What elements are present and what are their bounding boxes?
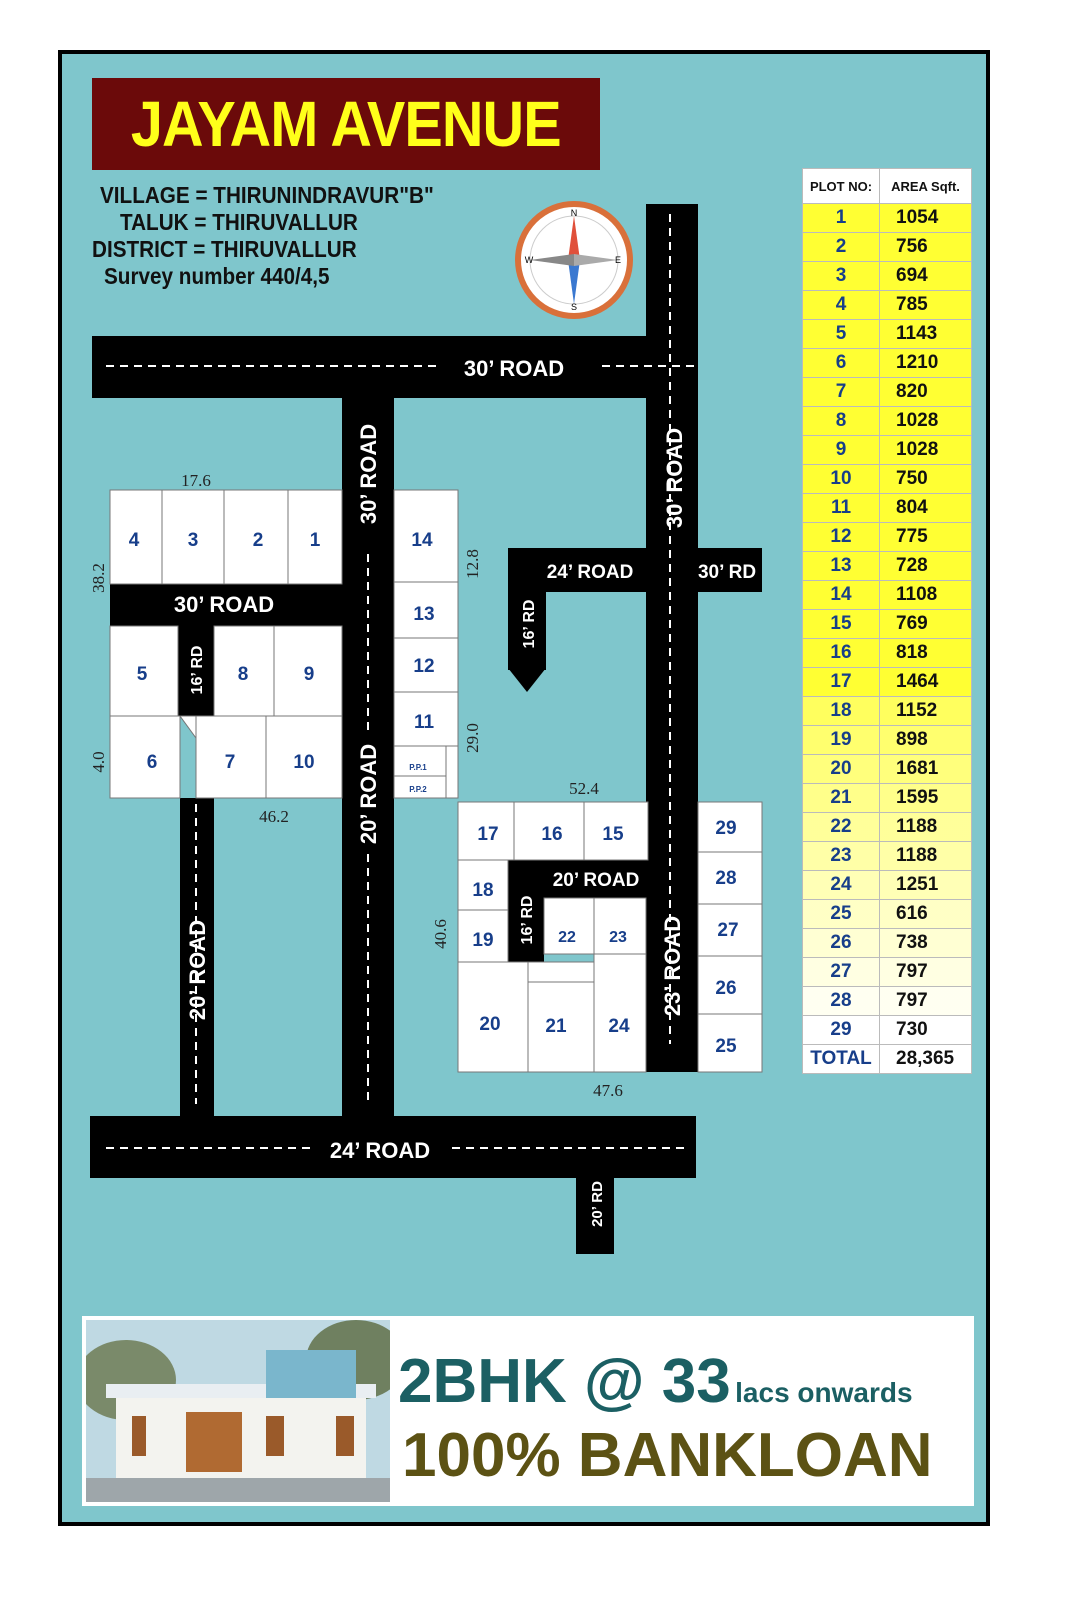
plot-number-cell: 2 <box>803 233 880 262</box>
road-label-20-small: 20’ RD <box>589 1181 606 1227</box>
plot-area-cell: 797 <box>880 958 972 987</box>
table-row <box>803 784 972 813</box>
road-label-20-mid: 20’ ROAD <box>356 743 381 845</box>
plot-number-cell: 26 <box>803 929 880 958</box>
plot-number-cell: 5 <box>803 320 880 349</box>
dim-47-6: 47.6 <box>593 1081 623 1100</box>
plot-10[interactable]: 10 <box>293 752 315 773</box>
compass-s: S <box>570 302 578 312</box>
table-row <box>803 581 972 610</box>
dim-38-2: 38.2 <box>89 563 108 593</box>
plot-number-cell: 7 <box>803 378 880 407</box>
plot-number-cell: 4 <box>803 291 880 320</box>
plot-2[interactable]: 2 <box>252 530 264 551</box>
table-row <box>803 900 972 929</box>
plot-area-cell: 1251 <box>880 871 972 900</box>
plot-number-cell: 12 <box>803 523 880 552</box>
road-label-16-c: 16’ RD <box>519 895 536 945</box>
table-row <box>803 668 972 697</box>
table-row <box>803 436 972 465</box>
survey-line: Survey number 440/4,5 <box>104 263 330 289</box>
road-label-16-b: 16’ RD <box>521 599 538 649</box>
layout-frame <box>58 50 990 1526</box>
plot-number-cell: 6 <box>803 349 880 378</box>
table-row <box>803 813 972 842</box>
road-label-left-30: 30’ ROAD <box>173 592 275 617</box>
district-line: DISTRICT = THIRUVALLUR <box>92 236 357 262</box>
plot-number-cell: 29 <box>803 1016 880 1045</box>
plot-number-cell: 25 <box>803 900 880 929</box>
plot-area-cell: 1188 <box>880 813 972 842</box>
plot-number-cell: 16 <box>803 639 880 668</box>
plot-area-cell: 820 <box>880 378 972 407</box>
plot-13[interactable]: 13 <box>413 604 435 625</box>
table-row <box>803 610 972 639</box>
plot-1[interactable]: 1 <box>309 530 321 551</box>
plot-7[interactable]: 7 <box>224 752 236 773</box>
village-line: VILLAGE = THIRUNINDRAVUR"B" <box>100 182 434 208</box>
table-row <box>803 639 972 668</box>
dim-29-0: 29.0 <box>463 723 482 753</box>
road-label-23: 23’ ROAD <box>660 915 685 1017</box>
price-line <box>398 1346 913 1417</box>
plot-area-cell: 730 <box>880 1016 972 1045</box>
plot-area-cell: 756 <box>880 233 972 262</box>
plot-area-cell: 1681 <box>880 755 972 784</box>
plot-number-cell: 13 <box>803 552 880 581</box>
table-row <box>803 755 972 784</box>
table-row <box>803 204 972 233</box>
plot-area-cell: 750 <box>880 465 972 494</box>
plot-3[interactable]: 3 <box>187 530 199 551</box>
table-row <box>803 726 972 755</box>
plot-area-cell: 728 <box>880 552 972 581</box>
plot-14[interactable]: 14 <box>411 530 433 551</box>
plot-number-cell: 9 <box>803 436 880 465</box>
plot-23[interactable]: 23 <box>609 929 627 946</box>
road-label-right-30: 30’ ROAD <box>662 427 687 529</box>
table-row <box>803 929 972 958</box>
plot-6[interactable]: 6 <box>146 752 158 773</box>
plot-area-table <box>802 168 972 1074</box>
plot-area-cell: 694 <box>880 262 972 291</box>
pp2-label: P.P.2 <box>409 785 427 794</box>
header-plot-no: PLOT NO: <box>803 169 880 204</box>
plot-number-cell: 23 <box>803 842 880 871</box>
plot-26[interactable]: 26 <box>715 978 737 999</box>
plot-area-cell: 785 <box>880 291 972 320</box>
plot-4[interactable]: 4 <box>128 530 140 551</box>
project-title: JAYAM AVENUE <box>131 88 561 160</box>
plot-5[interactable]: 5 <box>136 664 148 685</box>
plot-number-cell: 3 <box>803 262 880 291</box>
house-image <box>86 1320 390 1502</box>
road-16-b-tip <box>508 668 546 692</box>
price-main: 2BHK @ 33 <box>398 1347 731 1416</box>
plot-number-cell: 18 <box>803 697 880 726</box>
plot-number-cell: 24 <box>803 871 880 900</box>
plot-number-cell: 20 <box>803 755 880 784</box>
pp1-label: P.P.1 <box>409 763 427 772</box>
plot-number-cell: 10 <box>803 465 880 494</box>
plot-area-cell: 1595 <box>880 784 972 813</box>
road-label-20-left: 20’ ROAD <box>185 919 210 1021</box>
road-label-top-30: 30’ ROAD <box>463 356 565 381</box>
promo-banner <box>82 1316 974 1506</box>
plot-area-cell: 775 <box>880 523 972 552</box>
table-total-row <box>803 1045 972 1074</box>
table-row <box>803 494 972 523</box>
dim-17-6: 17.6 <box>181 471 211 490</box>
road-label-20-right: 20’ ROAD <box>552 870 640 891</box>
total-value: 28,365 <box>880 1045 972 1074</box>
plot-29[interactable]: 29 <box>715 818 737 839</box>
plot-number-cell: 19 <box>803 726 880 755</box>
table-row <box>803 1016 972 1045</box>
plot-27[interactable]: 27 <box>717 920 739 941</box>
dim-40-6: 40.6 <box>431 919 450 949</box>
table-header <box>803 169 972 204</box>
price-suffix: lacs onwards <box>735 1377 913 1408</box>
plot-12[interactable]: 12 <box>413 656 435 677</box>
title-banner <box>92 78 600 170</box>
plot-number-cell: 14 <box>803 581 880 610</box>
plot-15[interactable]: 15 <box>602 824 624 845</box>
plot-number-cell: 11 <box>803 494 880 523</box>
table-row <box>803 407 972 436</box>
road-label-16-a: 16’ RD <box>189 645 206 695</box>
plot-area-cell: 1210 <box>880 349 972 378</box>
total-label: TOTAL <box>803 1045 880 1074</box>
plot-area-cell: 898 <box>880 726 972 755</box>
plot-18[interactable]: 18 <box>472 880 494 901</box>
dim-12-8: 12.8 <box>463 549 482 579</box>
table-row <box>803 233 972 262</box>
table-row <box>803 291 972 320</box>
plot-area-cell: 818 <box>880 639 972 668</box>
plot-number-cell: 28 <box>803 987 880 1016</box>
plot-number-cell: 27 <box>803 958 880 987</box>
road-label-center-30: 30’ ROAD <box>356 423 381 525</box>
plot-number-cell: 1 <box>803 204 880 233</box>
plot-area-cell: 1464 <box>880 668 972 697</box>
road-label-30-small: 30’ RD <box>697 562 757 583</box>
plot-number-cell: 22 <box>803 813 880 842</box>
dim-52-4: 52.4 <box>569 779 599 798</box>
plot-area-cell: 804 <box>880 494 972 523</box>
plot-8[interactable]: 8 <box>237 664 249 685</box>
plot-area-cell: 1152 <box>880 697 972 726</box>
plot-area-cell: 738 <box>880 929 972 958</box>
plot-number-cell: 8 <box>803 407 880 436</box>
plot-11[interactable]: 11 <box>413 712 435 733</box>
plot-area-cell: 616 <box>880 900 972 929</box>
road-label-24-bottom: 24’ ROAD <box>329 1138 431 1163</box>
table-row <box>803 262 972 291</box>
table-row <box>803 523 972 552</box>
compass-icon <box>514 200 634 320</box>
plot-19[interactable]: 19 <box>472 930 494 951</box>
table-row <box>803 987 972 1016</box>
plot-area-cell: 797 <box>880 987 972 1016</box>
plot-area-cell: 1028 <box>880 407 972 436</box>
table-row <box>803 320 972 349</box>
compass-w: W <box>524 255 534 265</box>
compass-n: N <box>570 208 578 218</box>
plot-22[interactable]: 22 <box>558 929 576 946</box>
table-row <box>803 697 972 726</box>
taluk-line: TALUK = THIRUVALLUR <box>120 209 358 235</box>
plot-28[interactable]: 28 <box>715 868 737 889</box>
plot-area-cell: 1054 <box>880 204 972 233</box>
compass-e: E <box>614 255 622 265</box>
table-row <box>803 958 972 987</box>
dim-4-0: 4.0 <box>89 751 108 773</box>
plot-area-cell: 1028 <box>880 436 972 465</box>
table-row <box>803 465 972 494</box>
dim-46-2: 46.2 <box>259 807 289 826</box>
plot-17[interactable]: 17 <box>477 824 499 845</box>
plot-9[interactable]: 9 <box>303 664 315 685</box>
plot-24[interactable]: 24 <box>608 1016 630 1037</box>
plot-number-cell: 15 <box>803 610 880 639</box>
table-row <box>803 871 972 900</box>
plot-number-cell: 17 <box>803 668 880 697</box>
plot-20[interactable]: 20 <box>479 1014 501 1035</box>
header-area: AREA Sqft. <box>880 169 972 204</box>
plot-area-cell: 1143 <box>880 320 972 349</box>
plot-area-cell: 1188 <box>880 842 972 871</box>
plot-area-cell: 1108 <box>880 581 972 610</box>
table-row <box>803 552 972 581</box>
bank-loan-line: 100% BANKLOAN <box>402 1421 933 1490</box>
plot-16[interactable]: 16 <box>541 824 563 845</box>
plot-number-cell: 21 <box>803 784 880 813</box>
plot-area-cell: 769 <box>880 610 972 639</box>
table-row <box>803 349 972 378</box>
table-row <box>803 842 972 871</box>
table-body <box>803 204 972 1074</box>
plot-25[interactable]: 25 <box>715 1036 737 1057</box>
plot-21[interactable]: 21 <box>545 1016 567 1037</box>
table-row <box>803 378 972 407</box>
road-label-24-upper: 24’ ROAD <box>546 562 634 583</box>
